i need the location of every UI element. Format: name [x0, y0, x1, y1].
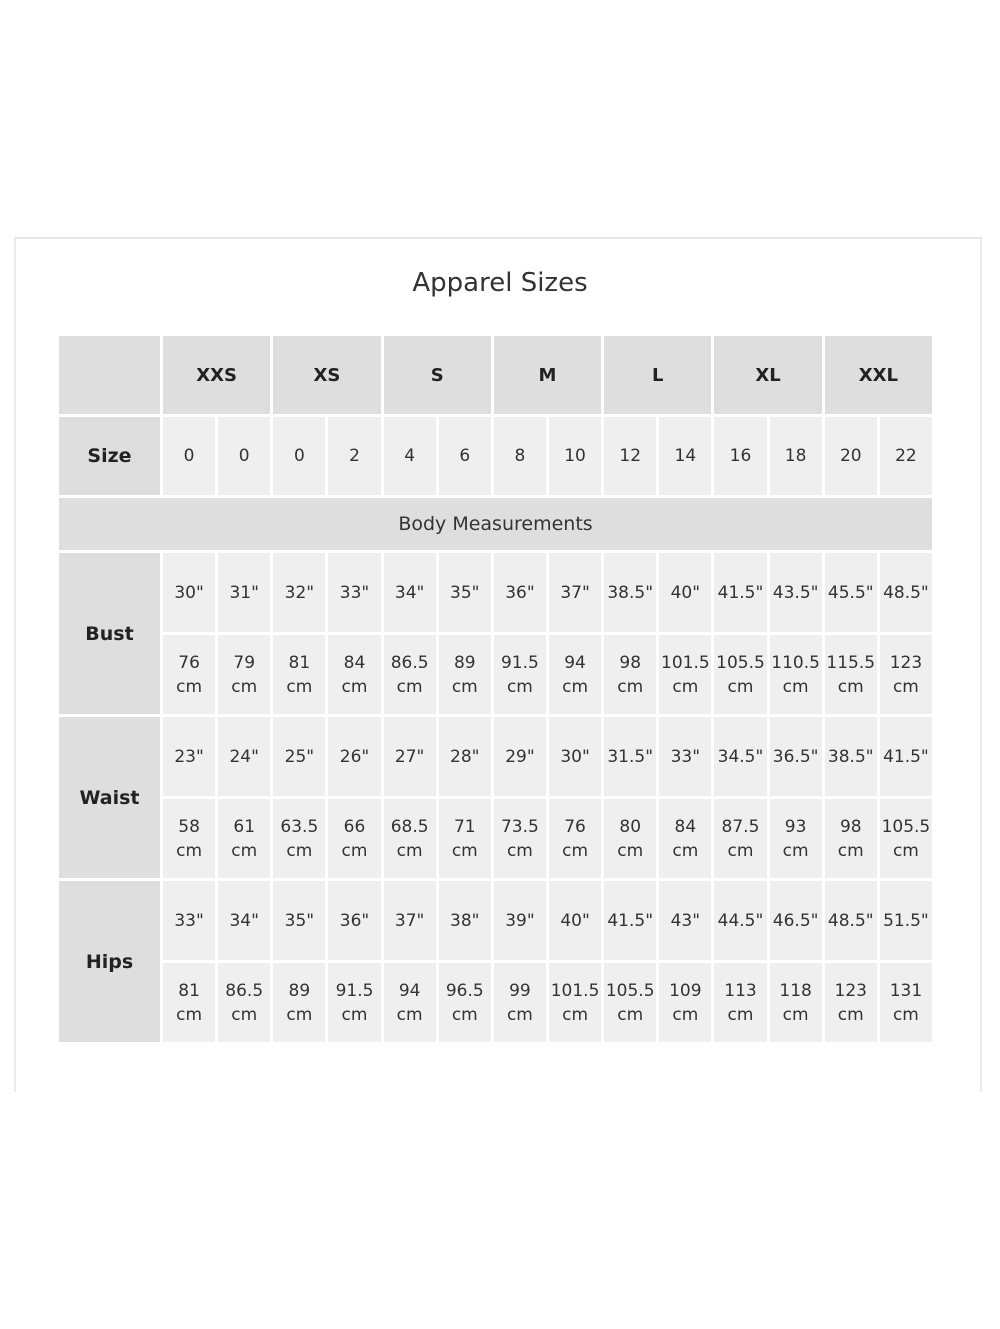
size-value-cell: 0	[218, 417, 270, 495]
cm-unit: cm	[451, 840, 478, 861]
size-value-cell: 16	[714, 417, 766, 495]
hips-cm-row	[59, 963, 932, 1042]
bust-inches-cell: 48.5"	[880, 553, 932, 632]
cm-value: 105.5	[716, 652, 765, 673]
page-title: Apparel Sizes	[412, 268, 588, 298]
bust-inches-cell: 37"	[549, 553, 601, 632]
cm-unit: cm	[837, 676, 864, 697]
waist-inches-cell: 30"	[549, 717, 601, 796]
waist-cm-cell	[770, 799, 822, 878]
cm-unit: cm	[562, 840, 589, 861]
cm-value: 105.5	[881, 816, 931, 837]
cm-unit: cm	[782, 676, 809, 697]
cm-unit: cm	[341, 1004, 368, 1025]
cm-unit: cm	[562, 1004, 589, 1025]
hips-inches-cell: 46.5"	[770, 881, 822, 960]
cm-value: 91.5	[335, 980, 374, 1001]
cm-unit: cm	[286, 1004, 313, 1025]
hips-cm-cell	[770, 963, 822, 1042]
waist-cm-cell	[439, 799, 491, 878]
hips-cm-cell	[714, 963, 766, 1042]
bust-inches-row	[59, 553, 932, 632]
cm-value: 94	[398, 980, 421, 1001]
hips-inches-cell: 37"	[384, 881, 436, 960]
bust-cm-cell	[770, 635, 822, 714]
cm-unit: cm	[672, 840, 699, 861]
hips-row-label: Hips	[59, 881, 160, 1042]
cm-unit: cm	[396, 676, 423, 697]
hips-cm-cell	[439, 963, 491, 1042]
bust-inches-cell: 32"	[273, 553, 325, 632]
cm-unit: cm	[617, 840, 644, 861]
cm-unit: cm	[617, 1004, 644, 1025]
cm-value: 81	[178, 980, 200, 1001]
cm-value: 66	[343, 816, 366, 837]
cm-unit: cm	[782, 840, 809, 861]
size-value-cell: 20	[825, 417, 877, 495]
waist-inches-cell: 28"	[439, 717, 491, 796]
waist-cm-cell	[549, 799, 601, 878]
cm-value: 58	[178, 816, 200, 837]
waist-cm-cell	[604, 799, 656, 878]
cm-unit: cm	[837, 1004, 864, 1025]
cm-unit: cm	[451, 676, 478, 697]
cm-value: 110.5	[771, 652, 820, 673]
cm-value: 86.5	[390, 652, 429, 673]
waist-cm-cell	[328, 799, 380, 878]
waist-cm-cell	[825, 799, 877, 878]
cm-unit: cm	[396, 1004, 423, 1025]
waist-inches-cell: 26"	[328, 717, 380, 796]
hips-cm-cell	[384, 963, 436, 1042]
waist-cm-cell	[494, 799, 546, 878]
cm-value: 96.5	[445, 980, 484, 1001]
hips-cm-cell	[549, 963, 601, 1042]
cm-unit: cm	[782, 1004, 809, 1025]
bust-inches-cell: 40"	[659, 553, 711, 632]
cm-unit: cm	[231, 840, 258, 861]
hips-cm-cell	[273, 963, 325, 1042]
cm-unit: cm	[892, 840, 919, 861]
cm-value: 118	[779, 980, 812, 1001]
size-value-cell: 2	[328, 417, 380, 495]
cm-unit: cm	[231, 1004, 258, 1025]
cm-value: 109	[669, 980, 702, 1001]
cm-value: 87.5	[721, 816, 760, 837]
hips-inches-cell: 48.5"	[825, 881, 877, 960]
cm-unit: cm	[727, 676, 754, 697]
waist-inches-cell: 24"	[218, 717, 270, 796]
hips-cm-cell	[218, 963, 270, 1042]
size-group-header: S	[384, 336, 491, 414]
hips-inches-cell: 33"	[163, 881, 215, 960]
bust-inches-cell: 35"	[439, 553, 491, 632]
cm-unit: cm	[617, 676, 644, 697]
waist-cm-cell	[714, 799, 766, 878]
size-value-cell: 0	[273, 417, 325, 495]
waist-inches-cell: 31.5"	[604, 717, 656, 796]
cm-unit: cm	[506, 1004, 533, 1025]
waist-inches-cell: 23"	[163, 717, 215, 796]
bust-cm-cell	[273, 635, 325, 714]
size-group-header: M	[494, 336, 601, 414]
bust-inches-cell: 30"	[163, 553, 215, 632]
cm-value: 131	[889, 980, 923, 1001]
cm-value: 98	[839, 816, 862, 837]
bust-inches-cell: 38.5"	[604, 553, 656, 632]
hips-cm-cell	[825, 963, 877, 1042]
size-value-cell: 22	[880, 417, 932, 495]
cm-value: 101.5	[661, 652, 710, 673]
cm-unit: cm	[562, 676, 589, 697]
size-chart-table	[56, 333, 935, 1045]
waist-inches-cell: 34.5"	[714, 717, 766, 796]
cm-value: 91.5	[500, 652, 539, 673]
cm-value: 93	[784, 816, 807, 837]
hips-inches-cell: 40"	[549, 881, 601, 960]
hips-cm-cell	[163, 963, 215, 1042]
cm-value: 76	[564, 816, 586, 837]
bust-cm-cell	[659, 635, 711, 714]
cm-unit: cm	[286, 676, 313, 697]
cm-unit: cm	[341, 840, 368, 861]
bust-inches-cell: 45.5"	[825, 553, 877, 632]
bust-cm-cell	[439, 635, 491, 714]
cm-unit: cm	[231, 676, 258, 697]
size-value-cell: 14	[659, 417, 711, 495]
waist-inches-row	[59, 717, 932, 796]
size-group-header: L	[604, 336, 711, 414]
hips-cm-cell	[328, 963, 380, 1042]
bust-inches-cell: 43.5"	[770, 553, 822, 632]
waist-cm-cell	[384, 799, 436, 878]
hips-inches-cell: 36"	[328, 881, 380, 960]
size-value-cell: 6	[439, 417, 491, 495]
size-value-cell: 8	[494, 417, 546, 495]
hips-cm-cell	[880, 963, 932, 1042]
cm-unit: cm	[727, 840, 754, 861]
bust-row-label: Bust	[59, 553, 160, 714]
size-value-cell: 10	[549, 417, 601, 495]
cm-unit: cm	[672, 1004, 699, 1025]
cm-value: 123	[834, 980, 867, 1001]
waist-cm-cell	[880, 799, 932, 878]
body-measurements-heading: Body Measurements	[59, 498, 932, 550]
hips-inches-cell: 39"	[494, 881, 546, 960]
hips-inches-cell: 41.5"	[604, 881, 656, 960]
cm-value: 98	[619, 652, 642, 673]
bust-inches-cell: 31"	[218, 553, 270, 632]
size-group-header: XXL	[825, 336, 932, 414]
cm-value: 71	[453, 816, 476, 837]
waist-inches-cell: 41.5"	[880, 717, 932, 796]
cm-unit: cm	[176, 1004, 203, 1025]
cm-value: 80	[619, 816, 642, 837]
waist-inches-cell: 36.5"	[770, 717, 822, 796]
corner-cell	[59, 336, 160, 414]
waist-cm-cell	[273, 799, 325, 878]
waist-inches-cell: 29"	[494, 717, 546, 796]
waist-inches-cell: 38.5"	[825, 717, 877, 796]
bust-cm-cell	[163, 635, 215, 714]
hips-inches-cell: 43"	[659, 881, 711, 960]
hips-inches-cell: 34"	[218, 881, 270, 960]
size-row	[59, 417, 932, 495]
waist-cm-cell	[659, 799, 711, 878]
size-group-header: XXS	[163, 336, 270, 414]
cm-value: 68.5	[390, 816, 429, 837]
hips-inches-cell: 38"	[439, 881, 491, 960]
cm-value: 84	[674, 816, 697, 837]
bust-cm-cell	[218, 635, 270, 714]
cm-value: 86.5	[225, 980, 264, 1001]
size-group-header: XS	[273, 336, 380, 414]
bust-inches-cell: 36"	[494, 553, 546, 632]
bust-inches-cell: 33"	[328, 553, 380, 632]
hips-cm-cell	[604, 963, 656, 1042]
size-group-header: XL	[714, 336, 821, 414]
cm-value: 63.5	[280, 816, 319, 837]
waist-inches-cell: 27"	[384, 717, 436, 796]
cm-value: 76	[178, 652, 200, 673]
cm-unit: cm	[176, 676, 203, 697]
cm-unit: cm	[892, 676, 919, 697]
cm-unit: cm	[892, 1004, 919, 1025]
waist-cm-cell	[163, 799, 215, 878]
waist-row-label: Waist	[59, 717, 160, 878]
cm-unit: cm	[506, 676, 533, 697]
bust-cm-cell	[604, 635, 656, 714]
cm-unit: cm	[451, 1004, 478, 1025]
cm-unit: cm	[286, 840, 313, 861]
cm-value: 123	[889, 652, 923, 673]
bust-inches-cell: 41.5"	[714, 553, 766, 632]
cm-value: 61	[233, 816, 256, 837]
bust-cm-row	[59, 635, 932, 714]
cm-value: 115.5	[826, 652, 876, 673]
cm-unit: cm	[672, 676, 699, 697]
hips-cm-cell	[659, 963, 711, 1042]
size-value-cell: 0	[163, 417, 215, 495]
bust-cm-cell	[825, 635, 877, 714]
cm-value: 99	[509, 980, 531, 1001]
cm-value: 73.5	[500, 816, 539, 837]
cm-value: 89	[453, 652, 476, 673]
cm-unit: cm	[341, 676, 368, 697]
size-row-label: Size	[59, 417, 160, 495]
bust-cm-cell	[714, 635, 766, 714]
waist-inches-cell: 25"	[273, 717, 325, 796]
cm-value: 84	[343, 652, 366, 673]
size-group-header-row	[59, 336, 932, 414]
section-row	[59, 498, 932, 550]
cm-value: 81	[288, 652, 311, 673]
cm-value: 113	[724, 980, 757, 1001]
waist-cm-cell	[218, 799, 270, 878]
cm-unit: cm	[727, 1004, 754, 1025]
cm-unit: cm	[837, 840, 864, 861]
cm-value: 79	[233, 652, 256, 673]
bust-cm-cell	[328, 635, 380, 714]
waist-cm-row	[59, 799, 932, 878]
waist-inches-cell: 33"	[659, 717, 711, 796]
bust-cm-cell	[384, 635, 436, 714]
hips-cm-cell	[494, 963, 546, 1042]
hips-inches-cell: 35"	[273, 881, 325, 960]
size-value-cell: 4	[384, 417, 436, 495]
bust-cm-cell	[494, 635, 546, 714]
cm-value: 105.5	[605, 980, 655, 1001]
cm-unit: cm	[176, 840, 203, 861]
bust-cm-cell	[549, 635, 601, 714]
hips-inches-row	[59, 881, 932, 960]
hips-inches-cell: 51.5"	[880, 881, 932, 960]
hips-inches-cell: 44.5"	[714, 881, 766, 960]
cm-unit: cm	[396, 840, 423, 861]
size-value-cell: 18	[770, 417, 822, 495]
cm-value: 89	[288, 980, 311, 1001]
bust-cm-cell	[880, 635, 932, 714]
bust-inches-cell: 34"	[384, 553, 436, 632]
cm-unit: cm	[506, 840, 533, 861]
cm-value: 94	[564, 652, 586, 673]
size-value-cell: 12	[604, 417, 656, 495]
cm-value: 101.5	[550, 980, 600, 1001]
